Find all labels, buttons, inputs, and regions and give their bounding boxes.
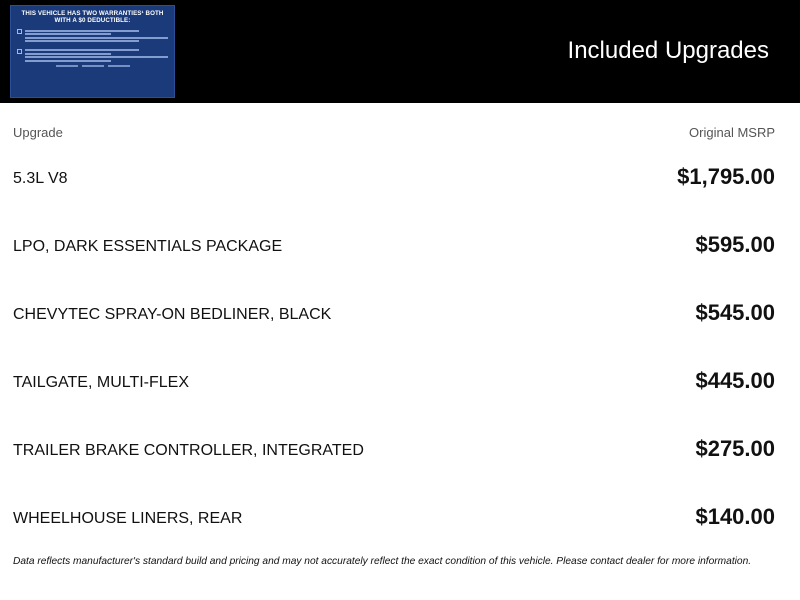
upgrade-price: $545.00: [695, 300, 775, 325]
upgrade-name: TRAILER BRAKE CONTROLLER, INTEGRATED: [13, 442, 364, 459]
table-row: [13, 299, 775, 329]
page-title: Included Upgrades: [567, 37, 769, 64]
table-row: [13, 503, 775, 533]
upgrade-price: $275.00: [695, 436, 775, 461]
warranty-item-2: [17, 48, 168, 64]
column-header-msrp: Original MSRP: [689, 125, 775, 140]
table-row: [13, 231, 775, 261]
header-bar: [0, 0, 800, 103]
table-row: [13, 435, 775, 465]
upgrade-name: TAILGATE, MULTI-FLEX: [13, 374, 190, 391]
upgrade-name: CHEVYTEC SPRAY-ON BEDLINER, BLACK: [13, 306, 332, 323]
warranty-item-1: [17, 28, 168, 44]
upgrade-name: LPO, DARK ESSENTIALS PACKAGE: [13, 238, 283, 255]
upgrade-price: $445.00: [695, 368, 775, 393]
upgrade-name: 5.3L V8: [13, 170, 68, 187]
column-header-upgrade: Upgrade: [13, 125, 63, 140]
table-row: [13, 163, 775, 193]
checkbox-icon: [17, 29, 22, 34]
warranty-banner-title: THIS VEHICLE HAS TWO WARRANTIES¹ BOTH WITH A $0 DEDUCTIBLE:: [21, 10, 164, 24]
upgrade-price: $1,795.00: [677, 164, 775, 189]
table-row: [13, 367, 775, 397]
disclaimer-text: Data reflects manufacturer's standard build and pricing and may not accurately reflect the exact condition of this vehicle. Please contact dealer for more information.: [13, 556, 752, 567]
upgrade-price: $140.00: [695, 504, 775, 529]
upgrade-name: WHEELHOUSE LINERS, REAR: [13, 510, 243, 527]
warranty-banner-footer: [17, 65, 168, 67]
upgrade-price: $595.00: [695, 232, 775, 257]
warranty-banner-image: [10, 5, 175, 98]
checkbox-icon: [17, 49, 22, 54]
